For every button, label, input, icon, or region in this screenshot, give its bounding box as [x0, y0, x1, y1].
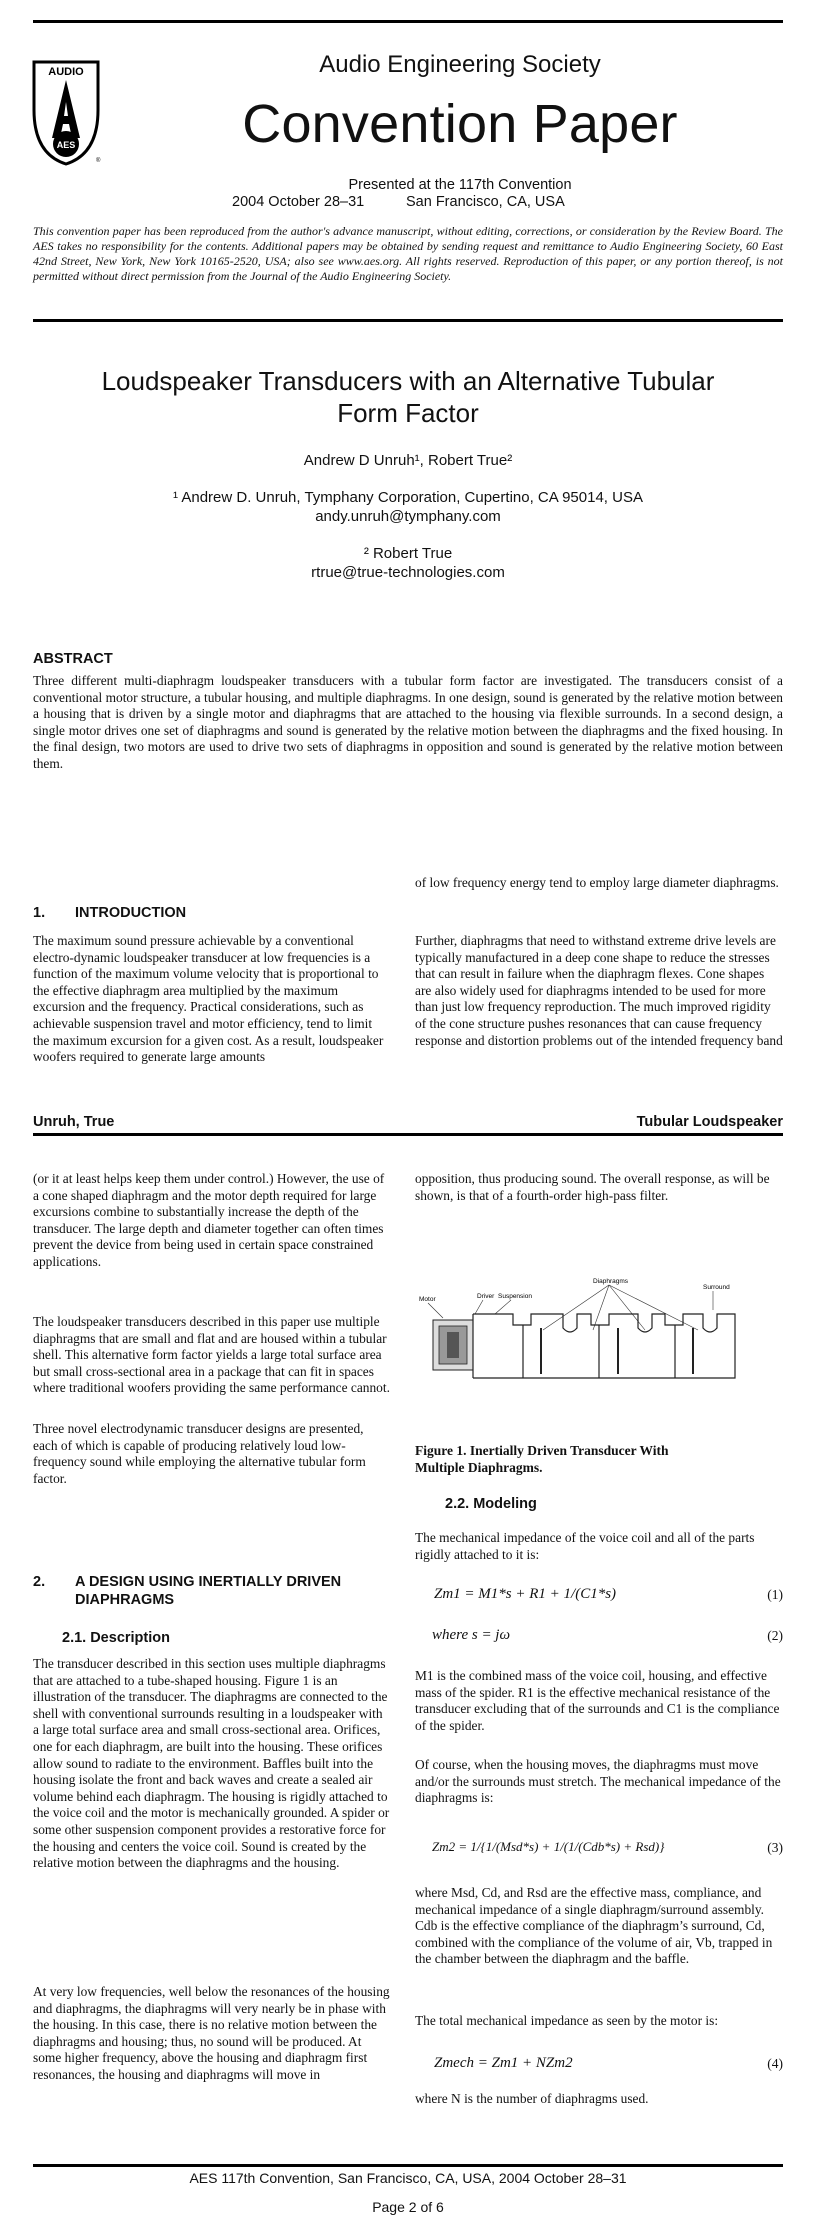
equation-4: Zmech = Zm1 + NZm2 — [434, 2055, 573, 2071]
figure-1-caption-line1: Figure 1. Inertially Driven Transducer With — [415, 1443, 669, 1458]
figure-1-diagram — [413, 1270, 783, 1394]
equation-3-number: (3) — [767, 1840, 783, 1855]
paper-title-line2: Form Factor — [337, 398, 479, 428]
paper-title-line1: Loudspeaker Transducers with an Alternative Tubular — [101, 366, 715, 396]
abstract-heading: ABSTRACT — [33, 651, 113, 667]
intro-heading: INTRODUCTION — [75, 905, 187, 921]
fig-label-suspension: Suspension — [498, 1293, 532, 1300]
equation-1-number: (1) — [767, 1587, 783, 1602]
affiliation-2: ² Robert True — [363, 545, 453, 562]
page1-right-paragraph-2: Further, diaphragms that need to withstand extreme drive levels are typically manufactured in a deep cone shape to reduce the stresses that can result in failure when the diaphragm flexes. Cone shapes are also widely used for diaphragms intended to be used for more than just low frequency reproduction. The much improved rigidity of the cone structure pushes resonances that can cause frequency response and distortion problems out of the intended frequency band — [415, 933, 783, 1048]
authors: Andrew D Unruh¹, Robert True² — [303, 452, 513, 469]
fig-label-driver: Driver — [477, 1293, 495, 1300]
footer-page-number: Page 2 of 6 — [372, 2199, 444, 2215]
svg-text:®: ® — [96, 158, 101, 164]
p2-right-paragraph-6: The total mechanical impedance as seen by the motor is: — [415, 2013, 719, 2028]
fig-label-surround: Surround — [703, 1284, 730, 1291]
equation-2: where s = jω — [432, 1627, 511, 1643]
header-bottom-rule — [33, 319, 783, 322]
equation-4-number: (4) — [767, 2056, 783, 2071]
convention-location: San Francisco, CA, USA — [406, 194, 565, 210]
logo-top-text: AUDIO — [48, 66, 84, 78]
p2-right-paragraph-5: where Msd, Cd, and Rsd are the effective mass, compliance, and mechanical impedance of a single diaphragm/surround assembly. Cdb is the effective compliance of the diaphragm’s surround, Cd, combined with the compliance of the volume of air, Vb, trapped in the chamber between the diaphragm and the baffle. — [415, 1885, 773, 1967]
p2-right-paragraph-3: M1 is the combined mass of the voice coil, housing, and effective mass of the spider. R1 is the effective mechanical resistance of the transducer excluding that of the surrounds and C1 is the compliance of the spider. — [415, 1668, 780, 1733]
p2-left-paragraph-3: Three novel electrodynamic transducer designs are presented, each of which is capable of producing relatively loud low-frequency sound while employing the alternative tubular form factor. — [33, 1421, 366, 1486]
affiliation-1: ¹ Andrew D. Unruh, Tymphany Corporation, Cupertino, CA 95014, USA — [173, 489, 643, 506]
footer-convention: AES 117th Convention, San Francisco, CA, USA, 2004 October 28–31 — [189, 2170, 627, 2186]
p2-right-paragraph-2: The mechanical impedance of the voice coil and all of the parts rigidly attached to it is: — [415, 1530, 755, 1562]
p2-left-paragraph-4: The transducer described in this section uses multiple diaphragms that are attached to a tube-shaped housing. Figure 1 is an illustration of the transducer. The diaphragms are connected to the shell with conventional surrounds resulting in a loudspeaker with a large total surface area and small cross-sectional area. Orifices, one for each diaphragm, are built into the housing. These orifices allow sound to radiate to the environment. Baffles built into the housing isolate the front and back waves and create a sealed air volume behind each diaphragm. The housing is rigidly attached to the voice coil and the motor is mechanically grounded. A spider or some other suspension component provides a restorative force for the housing and centers the voice coil. Sound is created by the relative motion between the diaphragms and the housing. — [33, 1656, 390, 1871]
fig-label-diaphragms: Diaphragms — [593, 1278, 629, 1285]
intro-number: 1. — [33, 905, 46, 921]
p2-right-paragraph-1: opposition, thus producing sound. The overall response, as will be shown, is that of a fourth-order high-pass filter. — [415, 1171, 770, 1203]
email-2[interactable]: rtrue@true-technologies.com — [311, 564, 505, 581]
aes-logo — [30, 58, 102, 168]
p2-right-paragraph-7: where N is the number of diaphragms used. — [415, 2091, 649, 2106]
section2-number: 2. — [33, 1574, 46, 1590]
section2-heading-line1: A DESIGN USING INERTIALLY DRIVEN — [75, 1574, 342, 1590]
p2-left-paragraph-1: (or it at least helps keep them under control.) However, the use of a cone shaped diaphragm and the motor depth required for large excursions combine to substantially increase the depth of the transducer. The large depth and diameter together can often times prevent the device from being used in certain space constrained applications. — [33, 1171, 385, 1269]
email-1[interactable]: andy.unruh@tymphany.com — [315, 508, 501, 525]
convention-date: 2004 October 28–31 — [232, 194, 365, 210]
top-rule — [33, 20, 783, 23]
intro-paragraph-1: The maximum sound pressure achievable by a conventional electro-dynamic loudspeaker transducer at low frequencies is a function of the maximum volume velocity that is proportional to the effective diaphragm area multiplied by the maximum excursion and the frequency. Practical considerations, such as achievable suspension travel and motor efficiency, tend to limit the maximum excursion for a given cost. As a result, loudspeaker woofers required to generate large amounts — [33, 933, 384, 1065]
running-header-rule — [33, 1133, 783, 1136]
p2-right-paragraph-4: Of course, when the housing moves, the diaphragms must move and/or the surrounds must stretch. The mechanical impedance of the diaphragms is: — [415, 1757, 781, 1806]
equation-3: Zm2 = 1/{1/(Msd*s) + 1/(1/(Cdb*s) + Rsd)} — [432, 1839, 665, 1854]
section2-heading-line2: DIAPHRAGMS — [75, 1592, 175, 1608]
disclaimer: This convention paper has been reproduced from the author's advance manuscript, without editing, corrections, or consideration by the Review Board. The AES takes no responsibility for the contents. Additional papers may be obtained by sending request and remittance to Audio Engineering Society, 60 East 42nd Street, New York, New York 10165-2520, USA; also see www.aes.org. All rights reserved. Reproduction of this paper, or any portion thereof, is not permitted without direct permission from the Journal of the Audio Engineering Society. — [33, 224, 783, 283]
fig-label-motor: Motor — [419, 1296, 436, 1303]
equation-1: Zm1 = M1*s + R1 + 1/(C1*s) — [434, 1586, 617, 1602]
paper-type-title: Convention Paper — [242, 94, 678, 154]
section-2-1-heading: 2.1. Description — [62, 1630, 170, 1646]
page1-right-paragraph-1: of low frequency energy tend to employ large diameter diaphragms. — [415, 875, 779, 890]
p2-left-paragraph-5: At very low frequencies, well below the resonances of the housing and diaphragms, the diaphragms will very nearly be in phase with the housing. In this case, there is no relative motion between the diaphragms and housing; thus, no sound will be produced. At some higher frequency, above the housing and diaphragm first resonances, the housing and diaphragms will move in — [33, 1984, 390, 2082]
running-header-authors: Unruh, True — [33, 1114, 115, 1130]
society-name: Audio Engineering Society — [319, 51, 601, 78]
equation-2-number: (2) — [767, 1628, 783, 1643]
footer-rule — [33, 2164, 783, 2167]
figure-1-caption-line2: Multiple Diaphragms. — [415, 1460, 543, 1475]
section-2-2-heading: 2.2. Modeling — [445, 1496, 537, 1512]
p2-left-paragraph-2: The loudspeaker transducers described in this paper use multiple diaphragms that are small and flat and are housed within a tubular shell. This alternative form factor yields a large total surface area but small cross-sectional area in a package that can fit in spaces where traditional woofers providing the same performance cannot. — [33, 1314, 390, 1396]
abstract-text: Three different multi-diaphragm loudspeaker transducers with a tubular form factor are investigated. The transducers consist of a conventional motor structure, a tubular housing, and multiple diaphragms. In one design, sound is generated by the relative motion between a housing that is driven by a single motor and diaphragms that are attached to the housing via flexible surrounds. In a second design, a single motor drives one set of diaphragms and sound is generated by the relative motion between the diaphragms and the fixed housing. In the final design, two motors are used to drive two sets of diaphragms in opposition and sound is generated by the relative motion between them. — [33, 673, 783, 771]
presented-at: Presented at the 117th Convention — [348, 177, 572, 193]
running-header-title: Tubular Loudspeaker — [636, 1114, 783, 1130]
logo-bottom-text: AES — [56, 140, 76, 150]
